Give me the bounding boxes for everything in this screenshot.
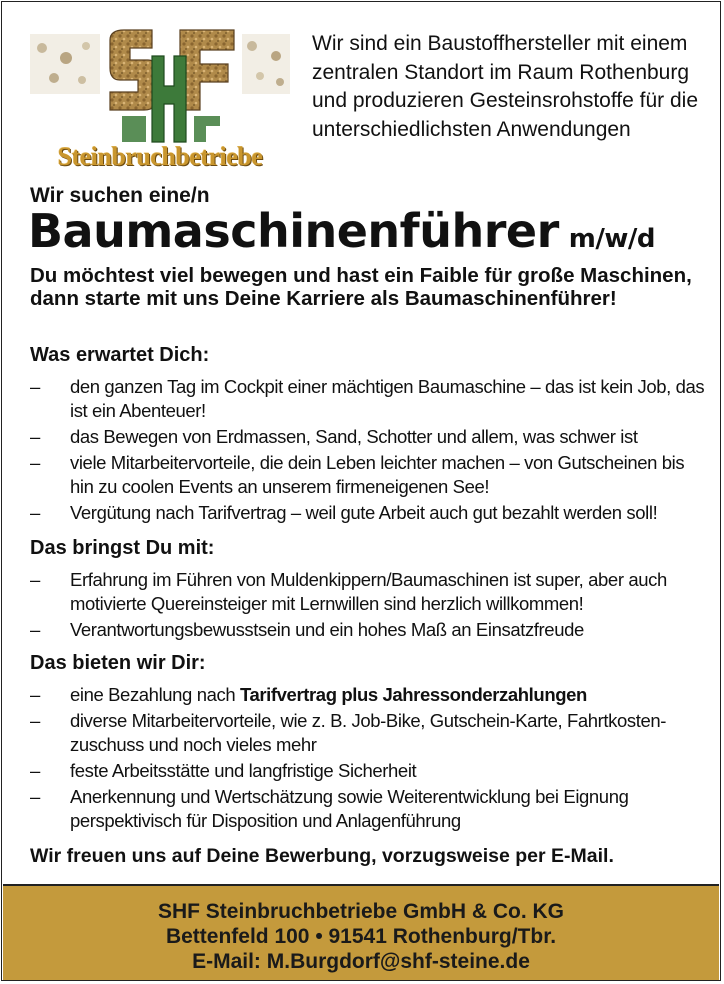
section-heading: Das bringst Du mit: <box>30 537 215 559</box>
list-item-text: viele Mitarbeitervorteile, die dein Leben leichter machen – von Gutscheinen bis hin zu coolen Events an unserem firmeneigenen See! <box>70 452 685 497</box>
list-item <box>30 425 710 449</box>
dash-bullet: – <box>30 619 40 640</box>
list-item <box>30 759 710 783</box>
dash-bullet: – <box>30 710 40 731</box>
rock-texture-left <box>30 34 100 94</box>
company-logo <box>30 24 290 170</box>
company-name: SHF Steinbruchbetriebe GmbH & Co. KG <box>157 900 565 923</box>
list-item-text: Erfahrung im Führen von Muldenkippern/Baumaschinen ist super, aber auch motivierte Quereinsteiger mit Lernwillen sind herzlich willkommen! <box>70 569 667 614</box>
section-expect <box>30 344 710 527</box>
section-heading: Was erwartet Dich: <box>30 344 210 366</box>
contact-footer <box>3 884 719 980</box>
list-item-text: feste Arbeitsstätte und langfristige Sicherheit <box>70 760 417 781</box>
seek-line: Wir suchen eine/n <box>30 184 210 207</box>
list-item-text: den ganzen Tag im Cockpit einer mächtigen Baumaschine – das ist kein Job, das ist ein Abenteuer! <box>70 376 705 421</box>
job-title <box>28 204 655 258</box>
list-item <box>30 618 710 642</box>
list-item-bold-text: Tarifvertrag plus Jahressonderzahlungen <box>239 684 587 705</box>
dash-bullet: – <box>30 786 40 807</box>
list-item <box>30 451 710 499</box>
list-item <box>30 375 710 423</box>
shf-logo-mark <box>102 26 242 146</box>
dash-bullet: – <box>30 376 40 397</box>
list-item-text: Vergütung nach Tarifvertrag – weil gute Arbeit auch gut bezahlt werden soll! <box>70 502 658 523</box>
list-item <box>30 568 710 616</box>
job-title-text: Baumaschinenführer <box>28 204 559 258</box>
list-item-text: Anerkennung und Wertschätzung sowie Weiterentwicklung bei Eignung perspektivisch für Disposition und Anlagenführung <box>70 786 629 831</box>
dash-bullet: – <box>30 452 40 473</box>
dash-bullet: – <box>30 426 40 447</box>
closing-line: Wir freuen uns auf Deine Bewerbung, vorzugsweise per E-Mail. <box>30 845 614 867</box>
list-item <box>30 501 710 525</box>
list-item-text: Verantwortungsbewusstsein und ein hohes Maß an Einsatzfreude <box>70 619 584 640</box>
dash-bullet: – <box>30 684 40 705</box>
list-item-text: das Bewegen von Erdmassen, Sand, Schotter und allem, was schwer ist <box>70 426 638 447</box>
section-heading: Das bieten wir Dir: <box>30 652 206 674</box>
logo-wordmark: Steinbruchbetriebe <box>57 142 263 171</box>
list-item <box>30 785 710 833</box>
company-address: Bettenfeld 100 • 91541 Rothenburg/Tbr. <box>165 925 557 948</box>
contact-email: E-Mail: M.Burgdorf@shf-steine.de <box>192 950 530 973</box>
section-bring <box>30 537 710 644</box>
dash-bullet: – <box>30 569 40 590</box>
list-item <box>30 709 710 757</box>
bullet-list <box>30 683 710 833</box>
company-intro: Wir sind ein Baustoffhersteller mit einem zentralen Standort im Raum Rothenburg und produzieren Gesteinsrohstoffe für die unterschiedlichsten Anwendungen <box>312 32 699 141</box>
bullet-list <box>30 568 710 642</box>
bullet-list <box>30 375 710 525</box>
dash-bullet: – <box>30 760 40 781</box>
gender-tag: m/w/d <box>568 224 655 254</box>
job-lead: Du möchtest viel bewegen und hast ein Faible für große Maschinen, dann starte mit uns Deine Karriere als Baumaschinenführer! <box>30 264 692 310</box>
list-item-text: diverse Mitarbeitervorteile, wie z. B. Job-Bike, Gutschein-Karte, Fahrtkosten-zuschuss und noch vieles mehr <box>70 710 666 755</box>
rock-texture-right <box>242 34 290 94</box>
dash-bullet: – <box>30 502 40 523</box>
section-offer <box>30 652 710 835</box>
list-item-text: eine Bezahlung nach <box>70 684 240 705</box>
list-item <box>30 683 710 707</box>
